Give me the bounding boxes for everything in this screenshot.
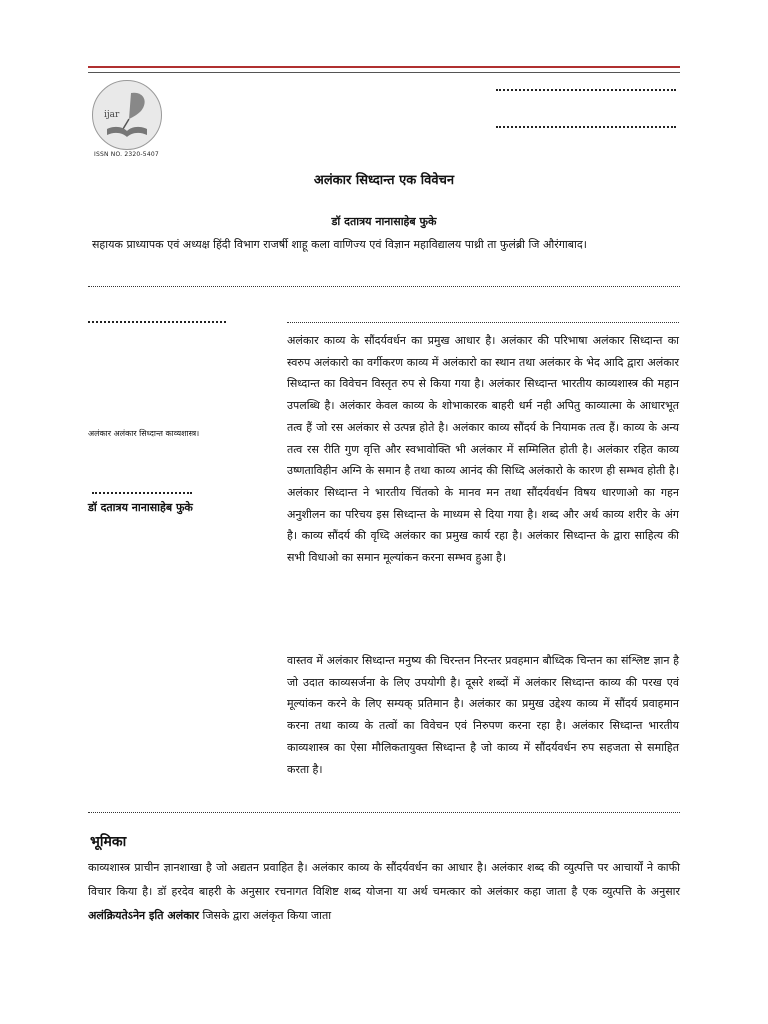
left-column-dotted-author: [92, 492, 192, 494]
section-separator-top: [88, 286, 680, 287]
author-affiliation: सहायक प्राध्यापक एवं अध्यक्ष हिंदी विभाग राजर्षी शाहू कला वाणिज्य एवं विज्ञान महाविद्यालय पाथ्री ता फुलंब्री जि औरंगाबाद।: [92, 238, 587, 251]
header-rule-bottom: [88, 72, 680, 73]
intro-paragraph: [88, 856, 680, 928]
intro-text-2: जिसके द्वारा अलंकृत किया जाता: [199, 909, 332, 922]
dotted-field-2: [496, 126, 676, 128]
issn-number: ISSN NO. 2320-5407: [94, 151, 159, 158]
header-rule-top: [88, 66, 680, 68]
section-separator-bottom: [88, 812, 680, 813]
dotted-field-1: [496, 89, 676, 91]
journal-logo: [92, 80, 162, 150]
abstract-dotted-heading: [287, 322, 679, 323]
sidebar-author-name: डॉ दतात्रय नानासाहेब फुके: [88, 501, 193, 514]
section-heading: भूमिका: [90, 834, 127, 850]
intro-sanskrit-quote: अलंक्रियतेऽनेन इति अलंकार: [88, 909, 199, 922]
abstract-paragraph-1: अलंकार काव्य के सौंदर्यवर्धन का प्रमुख आधार है। अलंकार की परिभाषा अलंकार सिध्दान्त का स्वरुप अलंकारो का वर्गीकरण काव्य में अलंकारो का स्थान तथा अलंकार के भेद आदि द्वारा अलंकार सिध्दान्त का विवेचन विस्तृत रुप से किया गया है। अलंकार सिध्दान्त भारतीय काव्यशास्त्र की महान उपलब्धि है। अलंकार केवल काव्य के शोभाकारक बाहरी धर्म नही अपितु काव्यात्मा के आधारभूत तत्व हैं जो रस अलंकार से उत्पन्न होते है। अलंकार काव्य सौंदर्य के नियामक तत्व हैं। काव्य के अन्य तत्व रस रीति गुण वृत्ति और स्वभावोक्ति भी अलंकार में सम्मिलित होती है। अलंकार रहित काव्य उष्णताविहीन अग्नि के समान है तथा काव्य आनंद की सिध्दि अलंकारो के कारण ही सम्भव होती है। अलंकार सिध्दान्त ने भारतीय चिंतको के मानव मन तथा सौंदर्यवर्धन विषय धारणाओ का गहन अनुशीलन का परिचय इस सिध्दान्त के माध्यम से दिया गया है। शब्द और अर्थ काव्य शरीर के अंग है। काव्य सौंदर्य की वृध्दि अलंकार का प्रमुख कार्य रहा है। अलंकार सिध्दान्त के द्वारा साहित्य की सभी विधाओ का समान मूल्यांकन करना सम्भव हुआ है।: [287, 334, 679, 565]
left-column-dotted-heading: [88, 321, 226, 323]
keywords: अलंकार अलंकार सिध्दान्त काव्यशास्त्र।: [88, 429, 200, 438]
logo-text: ijar: [104, 110, 120, 120]
paper-title: अलंकार सिध्दान्त एक विवेचन: [313, 173, 455, 188]
abstract-paragraph-2: वास्तव में अलंकार सिध्दान्त मनुष्य की चिरन्तन निरन्तर प्रवहमान बौध्दिक चिन्तन का संश्लिष्ट ज्ञान है जो उदात काव्यसर्जना के लिए उपयोगी है। दूसरे शब्दों में अलंकार सिध्दान्त काव्य की परख एवं मूल्यांकन करने के लिए सम्यक् प्रतिमान है। अलंकार का प्रमुख उद्देश्य काव्य में सौंदर्य प्रवाहमान करना तथा काव्य के तत्वों का विवेचन एवं निरुपण करना रहा है। अलंकार सिध्दान्त भारतीय काव्यशास्त्र का ऐसा मौलिकतायुक्त सिध्दान्त है जो काव्य में सौंदर्यवर्धन रुप सहजता से समाहित करता है।: [287, 654, 679, 776]
intro-text-1: काव्यशास्त्र प्राचीन ज्ञानशाखा है जो अद्यतन प्रवाहित है। अलंकार काव्य के सौंदर्यवर्धन का आधार है। अलंकार शब्द की व्युत्पत्ति पर आचार्यों ने काफी विचार किया है। डॉ हरदेव बाहरी के अनुसार रचनागत विशिष्ट शब्द योजना या अर्थ चमत्कार को अलंकार कहा जाता है एक व्युत्पत्ति के अनुसार: [88, 861, 680, 898]
author-name: डॉ दतात्रय नानासाहेब फुके: [331, 215, 437, 228]
